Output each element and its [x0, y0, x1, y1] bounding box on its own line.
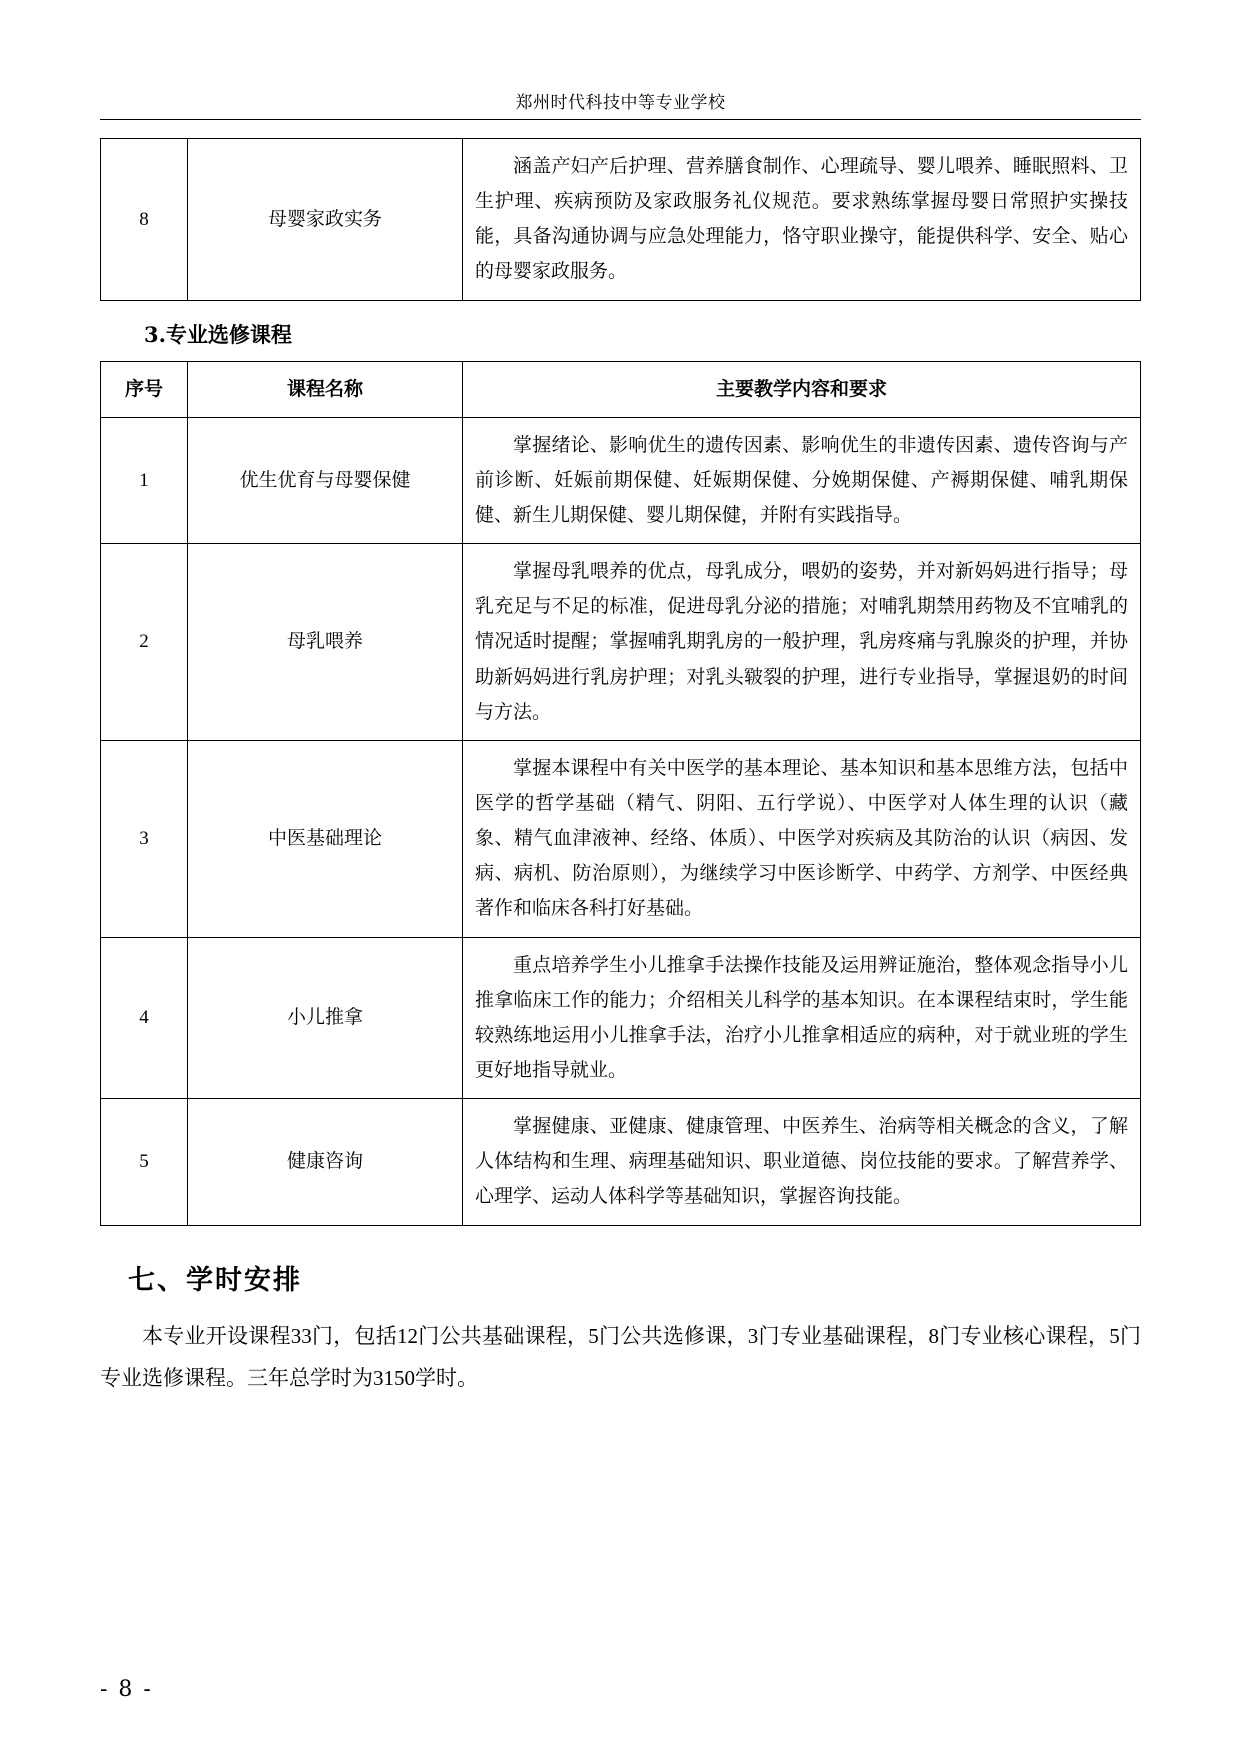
- table-row: [101, 740, 1141, 937]
- row-description: [463, 937, 1141, 1099]
- table-header-row: [101, 361, 1141, 417]
- elective-section-heading: 3.专业选修课程: [144, 321, 292, 347]
- elective-course-table: [100, 361, 1141, 1226]
- core-course-table-continued: [100, 138, 1141, 301]
- row-description-text: 掌握本课程中有关中医学的基本理论、基本知识和基本思维方法，包括中医学的哲学基础（精气、阴阳、五行学说）、中医学对人体生理的认识（藏象、精气血津液神、经络、体质）、中医学对疾病及其防治的认识（病因、发病、病机、防治原则），为继续学习中医诊断学、中药学、方剂学、中医经典著作和临床各科打好基础。: [475, 757, 1128, 920]
- row-description: [463, 1099, 1141, 1225]
- row-description-text: 掌握母乳喂养的优点，母乳成分，喂奶的姿势，并对新妈妈进行指导；母乳充足与不足的标准，促进母乳分泌的措施；对哺乳期禁用药物及不宜哺乳的情况适时提醒；掌握哺乳期乳房的一般护理，乳房疼痛与乳腺炎的护理，并协助新妈妈进行乳房护理；对乳头皲裂的护理，进行专业指导，掌握退奶的时间与方法。: [475, 561, 1128, 723]
- table-row: [101, 1099, 1141, 1225]
- page-header: [100, 88, 1141, 119]
- row-description: [463, 544, 1141, 741]
- header-course-name: 课程名称: [188, 361, 463, 417]
- row-description-text: 掌握绪论、影响优生的遗传因素、影响优生的非遗传因素、遗传咨询与产前诊断、妊娠前期保健、妊娠期保健、分娩期保健、产褥期保健、哺乳期保健、新生儿期保健、婴儿期保健，并附有实践指导。: [475, 434, 1128, 526]
- row-no: 1: [101, 417, 188, 543]
- row-description: [463, 139, 1141, 301]
- school-name: 郑州时代科技中等专业学校: [515, 93, 726, 113]
- row-course-name: 健康咨询: [188, 1099, 463, 1225]
- row-course-name: 优生优育与母婴保健: [188, 417, 463, 543]
- row-description-text: 掌握健康、亚健康、健康管理、中医养生、治病等相关概念的含义，了解人体结构和生理、病理基础知识、职业道德、岗位技能的要求。了解营养学、心理学、运动人体科学等基础知识，掌握咨询技能。: [475, 1116, 1128, 1208]
- table-row: [101, 139, 1141, 301]
- row-description: [463, 740, 1141, 937]
- row-no: 4: [101, 937, 188, 1099]
- table-row: [101, 937, 1141, 1099]
- header-description: 主要教学内容和要求: [463, 361, 1141, 417]
- header-divider: [100, 119, 1141, 120]
- row-course-name: 母乳喂养: [188, 544, 463, 741]
- row-course-name: 母婴家政实务: [188, 139, 463, 301]
- row-no: 2: [101, 544, 188, 741]
- header-no: 序号: [101, 361, 188, 417]
- row-description-text: 重点培养学生小儿推拿手法操作技能及运用辨证施治，整体观念指导小儿推拿临床工作的能力；介绍相关儿科学的基本知识。在本课程结束时，学生能较熟练地运用小儿推拿手法，治疗小儿推拿相适应的病种，对于就业班的学生更好地指导就业。: [475, 954, 1128, 1081]
- row-description-text: 涵盖产妇产后护理、营养膳食制作、心理疏导、婴儿喂养、睡眠照料、卫生护理、疾病预防及家政服务礼仪规范。要求熟练掌握母婴日常照护实操技能，具备沟通协调与应急处理能力，恪守职业操守，能提供科学、安全、贴心的母婴家政服务。: [475, 156, 1128, 283]
- row-course-name: 小儿推拿: [188, 937, 463, 1099]
- row-description: [463, 417, 1141, 543]
- table-row: [101, 544, 1141, 741]
- row-no: 5: [101, 1099, 188, 1225]
- row-no: 8: [101, 139, 188, 301]
- page-number: - 8 -: [100, 1677, 153, 1702]
- row-course-name: 中医基础理论: [188, 740, 463, 937]
- hours-section-title: 七、学时安排: [128, 1264, 302, 1296]
- row-no: 3: [101, 740, 188, 937]
- hours-section-paragraph: 本专业开设课程33门，包括12门公共基础课程，5门公共选修课，3门专业基础课程，8门专业核心课程，5门专业选修课程。三年总学时为3150学时。: [100, 1323, 1141, 1390]
- table-row: [101, 417, 1141, 543]
